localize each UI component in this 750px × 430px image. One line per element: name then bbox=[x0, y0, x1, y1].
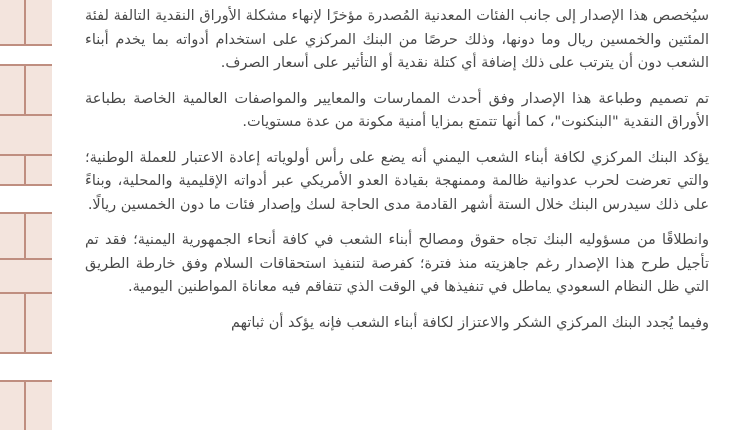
paragraph: وفيما يُجدد البنك المركزي الشكر والاعتزاز لكافة أبناء الشعب فإنه يؤكد أن ثباتهم bbox=[230, 314, 709, 331]
paragraph: يؤكد البنك المركزي لكافة أبناء الشعب اليمني أنه يضع على رأس أولوياته إعادة الاعتبار للعملة الوطنية؛ والتي تعرضت لحرب عدوانية ظالمة وممنهجة بقيادة العدو الأمريكي عبر أدواته الإقليمية والمحلية، وبناءً على ذلك سيدرس البنك خلال الستة أشهر القادمة مدى الحاجة لسك وإصدار فئات ما دون الخمسين ريالًا. bbox=[85, 149, 709, 213]
document-body bbox=[85, 0, 709, 430]
decorative-border-pattern bbox=[0, 0, 52, 430]
paragraph: سيُخصص هذا الإصدار إلى جانب الفئات المعدنية المُصدرة مؤخرًا لإنهاء مشكلة الأوراق النقدية التالفة لفئة المئتين والخمسين ريال وما دونها، وذلك حرصًا من البنك المركزي على استخدام أدواته بما يخدم أبناء الشعب دون أن يترتب على ذلك إضافة أي كتلة نقدية أو التأثير على أسعار الصرف. bbox=[85, 8, 709, 71]
paragraph: تم تصميم وطباعة هذا الإصدار وفق أحدث الممارسات والمعايير والمواصفات العالمية الخاصة بطباعة الأوراق النقدية "البنكنوت"، كما أنها تتمتع بمزايا أمنية مكونة من عدة مستويات. bbox=[85, 90, 709, 130]
paragraph: وانطلاقًا من مسؤوليه البنك تجاه حقوق ومصالح أبناء الشعب في كافة أنحاء الجمهورية اليمنية؛ فقد تم تأجيل طرح هذا الإصدار رغم جاهزيته منذ فترة؛ كفرصة لتنفيذ استحقاقات السلام وفق خارطة الطريق التي ظل النظام السعودي يماطل في تنفيذها في الوقت الذي تتفاقم فيه معاناة المواطنين اليومية. bbox=[85, 232, 709, 295]
